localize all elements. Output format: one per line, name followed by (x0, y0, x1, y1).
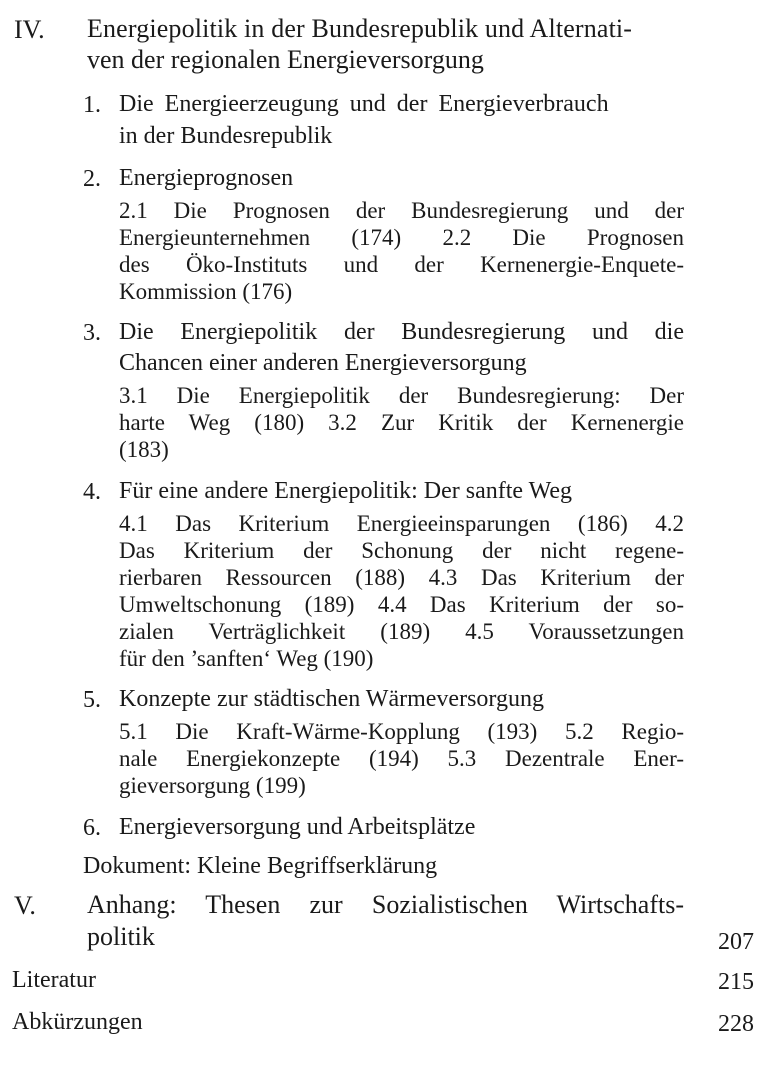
subsection-line: (183) (119, 437, 169, 462)
chapter-number: 6. (83, 815, 101, 841)
page-number: 228 (718, 1011, 754, 1037)
section-title-line-2: ven der regionalen Energieversorgung (87, 45, 484, 74)
entry-title: Literatur (12, 967, 96, 993)
subsection-line: Umweltschonung (189) 4.4 Das Kriterium der so- (119, 592, 684, 617)
page-number: 207 (718, 929, 754, 955)
chapter-title-line-1: Die Energiepolitik der Bundesregierung und die (119, 319, 684, 345)
chapter-number: 4. (83, 479, 101, 505)
subsection-line: 5.1 Die Kraft-Wärme-Kopplung (193) 5.2 Regio- (119, 719, 684, 744)
subsection-line: rierbaren Ressourcen (188) 4.3 Das Kriterium der (119, 565, 684, 590)
subsection-line: nale Energiekonzepte (194) 5.3 Dezentrale Ener- (119, 746, 684, 771)
section-number: IV. (14, 15, 45, 44)
page-number: 215 (718, 969, 754, 995)
subsection-line: Energieunternehmen (174) 2.2 Die Prognosen (119, 225, 684, 250)
chapter-number: 3. (83, 320, 101, 346)
subsection-line: Das Kriterium der Schonung der nicht regene- (119, 538, 684, 563)
chapter-title-line-1: Energieprognosen (119, 165, 294, 191)
section-number: V. (14, 891, 36, 920)
subsection-line: Kommission (176) (119, 279, 293, 304)
subsection-line: des Öko-Instituts und der Kernenergie-Enquete- (119, 252, 684, 277)
chapter-number: 5. (83, 687, 101, 713)
chapter-title-line-1: Konzepte zur städtischen Wärmeversorgung (119, 686, 544, 712)
entry-title: Abkürzungen (12, 1009, 143, 1035)
chapter-title-line-1: Energieversorgung und Arbeitsplätze (119, 814, 476, 840)
chapter-title-line-2: Chancen einer anderen Energieversorgung (119, 350, 527, 376)
subsection-line: 2.1 Die Prognosen der Bundesregierung und der (119, 198, 684, 223)
chapter-number: 2. (83, 166, 101, 192)
subsection-line: 3.1 Die Energiepolitik der Bundesregierung: Der (119, 383, 684, 408)
chapter-title-line-2: in der Bundesrepublik (119, 123, 333, 149)
subsection-line: zialen Verträglichkeit (189) 4.5 Voraussetzungen (119, 619, 684, 644)
document-title: Dokument: Kleine Begriffserklärung (83, 853, 438, 879)
subsection-line: für den ’sanften‘ Weg (190) (119, 646, 374, 671)
chapter-title-line-1: Für eine andere Energiepolitik: Der sanfte Weg (119, 478, 573, 504)
section-title-line-1: Energiepolitik in der Bundesrepublik und Alternati- (87, 14, 633, 43)
subsection-line: gieversorgung (199) (119, 773, 306, 798)
chapter-number: 1. (83, 92, 101, 118)
subsection-line: harte Weg (180) 3.2 Zur Kritik der Kernenergie (119, 410, 684, 435)
section-title-line-2: politik (87, 922, 155, 951)
section-title-line-1: Anhang: Thesen zur Sozialistischen Wirtschafts- (87, 890, 684, 919)
subsection-line: 4.1 Das Kriterium Energieeinsparungen (186) 4.2 (119, 511, 684, 536)
chapter-title-line-1: Die Energieerzeugung und der Energieverbrauch (119, 91, 609, 117)
